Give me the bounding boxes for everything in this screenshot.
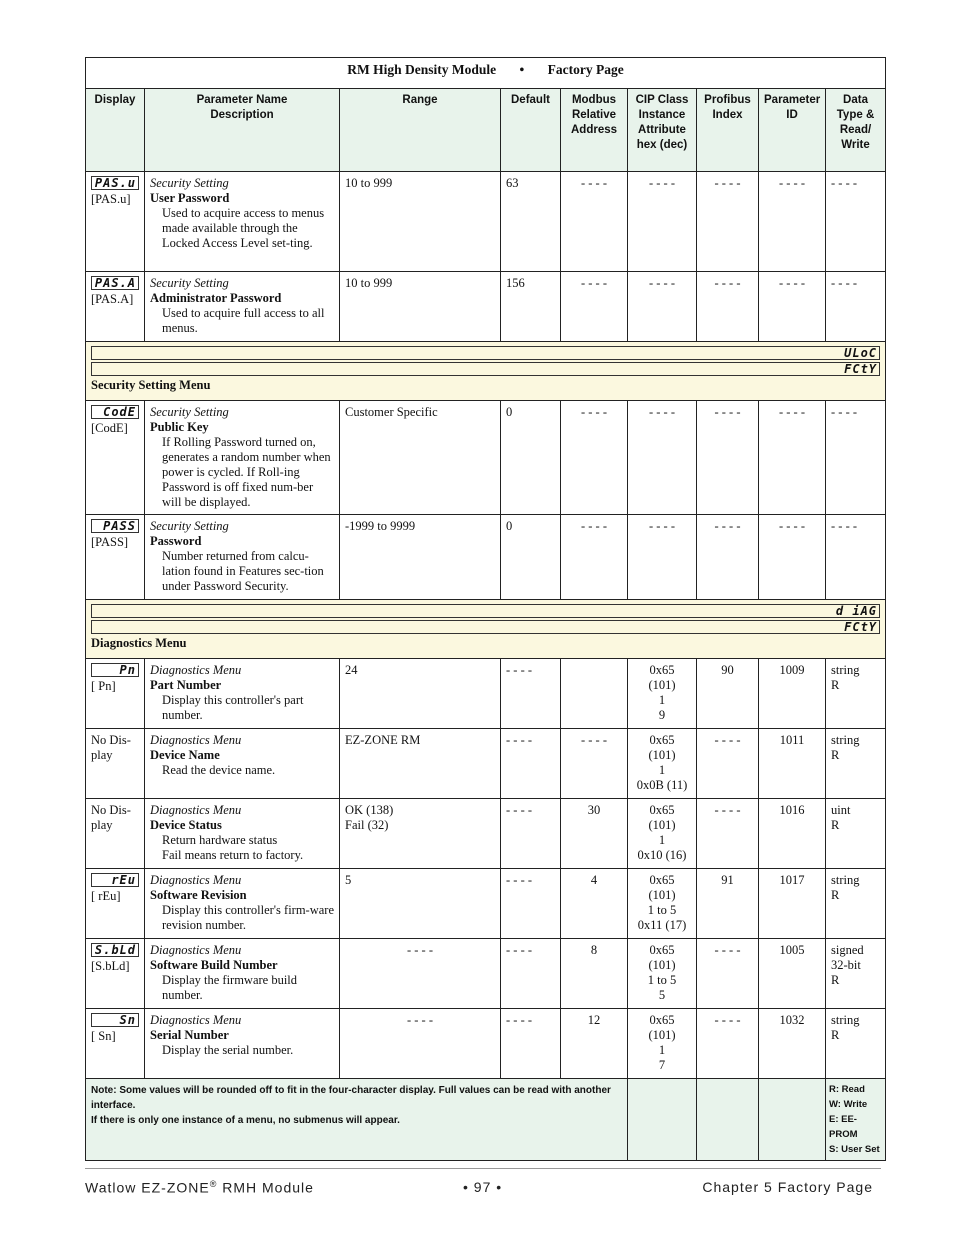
display-text: [ Pn]: [91, 679, 116, 693]
cip-cell: - - - -: [628, 515, 697, 600]
cip-cell: 0x65 (101) 1 9: [628, 659, 697, 729]
display-code: rEu: [91, 873, 139, 887]
range-cell: 10 to 999: [340, 272, 501, 342]
range-cell: 24: [340, 659, 501, 729]
table-title-row: [86, 58, 886, 89]
modbus-cell: 30: [561, 799, 628, 869]
menu-category: Diagnostics Menu: [150, 873, 242, 887]
note-line-1: Note: Some values will be rounded off to fit in the four-character display. Full values can be read with another interface.: [91, 1085, 611, 1111]
cip-cell: 0x65 (101) 1 7: [628, 1009, 697, 1079]
display-cell: [86, 659, 145, 729]
parameter-description: Number returned from calcu-lation found in Features sec-tion under Password Security.: [162, 549, 324, 593]
modbus-cell: - - - -: [561, 515, 628, 600]
data-type-cell: string R: [826, 659, 886, 729]
default-cell: - - - -: [501, 729, 561, 799]
table-row: [86, 729, 886, 799]
parameter-id-cell: 1016: [759, 799, 826, 869]
parameter-id-cell: - - - -: [759, 401, 826, 515]
table-row: [86, 659, 886, 729]
range-cell: 10 to 999: [340, 172, 501, 272]
display-code: PASS: [91, 519, 139, 533]
default-cell: - - - -: [501, 659, 561, 729]
table-row: [86, 515, 886, 600]
display-cell: [86, 172, 145, 272]
data-type-cell: string R: [826, 729, 886, 799]
header-cell: Range: [340, 89, 501, 172]
range-cell: OK (138) Fail (32): [340, 799, 501, 869]
cip-cell: - - - -: [628, 272, 697, 342]
display-text: [S.bLd]: [91, 959, 130, 973]
modbus-cell: - - - -: [561, 401, 628, 515]
default-cell: 0: [501, 401, 561, 515]
note-line-2: If there is only one instance of a menu, no submenus will appear.: [91, 1115, 400, 1126]
table-row: [86, 799, 886, 869]
parameter-table: [85, 57, 886, 1161]
parameter-cell: [145, 401, 340, 515]
parameter-name: Administrator Password: [150, 291, 282, 305]
parameter-name: Serial Number: [150, 1028, 229, 1042]
parameter-id-cell: - - - -: [759, 515, 826, 600]
default-cell: - - - -: [501, 1009, 561, 1079]
header-cell: Modbus Relative Address: [561, 89, 628, 172]
header-cell: Parameter ID: [759, 89, 826, 172]
data-type-cell: - - - -: [826, 401, 886, 515]
parameter-name: User Password: [150, 191, 230, 205]
parameter-cell: [145, 659, 340, 729]
header-row: [86, 89, 886, 172]
parameter-id-cell: 1005: [759, 939, 826, 1009]
parameter-description: Read the device name.: [162, 763, 276, 777]
table-row: [86, 172, 886, 272]
cip-cell: 0x65 (101) 1 to 5 0x11 (17): [628, 869, 697, 939]
display-cell: [86, 272, 145, 342]
parameter-id-cell: 1011: [759, 729, 826, 799]
menu-section-label: Security Setting Menu: [91, 378, 211, 392]
menu-category: Diagnostics Menu: [150, 663, 242, 677]
default-cell: 0: [501, 515, 561, 600]
menu-display-code-2: FCtY: [91, 620, 880, 634]
modbus-cell: - - - -: [561, 272, 628, 342]
display-text: [CodE]: [91, 421, 128, 435]
modbus-cell: 4: [561, 869, 628, 939]
parameter-id-cell: - - - -: [759, 172, 826, 272]
parameter-cell: [145, 515, 340, 600]
display-text: No Dis-play: [91, 803, 131, 832]
display-code: CodE: [91, 405, 139, 419]
cip-cell: 0x65 (101) 1 0x10 (16): [628, 799, 697, 869]
menu-section-label: Diagnostics Menu: [91, 636, 187, 650]
profibus-cell: - - - -: [697, 172, 759, 272]
display-code: PAS.A: [91, 276, 139, 290]
parameter-cell: [145, 869, 340, 939]
title-separator: •: [519, 62, 525, 77]
data-type-cell: uint R: [826, 799, 886, 869]
display-text: [ rEu]: [91, 889, 121, 903]
menu-section-cell: [86, 342, 886, 401]
parameter-cell: [145, 799, 340, 869]
range-cell: 5: [340, 869, 501, 939]
footer-left: Watlow EZ-ZONE® RMH Module: [85, 1179, 314, 1196]
display-cell: [86, 939, 145, 1009]
display-cell: [86, 729, 145, 799]
parameter-cell: [145, 729, 340, 799]
menu-category: Diagnostics Menu: [150, 943, 242, 957]
footer-chapter: Chapter 5 Factory Page: [702, 1179, 873, 1195]
menu-category: Security Setting: [150, 405, 229, 419]
parameter-cell: [145, 172, 340, 272]
table-title: [86, 58, 886, 89]
profibus-cell: - - - -: [697, 401, 759, 515]
range-cell: - - - -: [340, 1009, 501, 1079]
table-row: [86, 939, 886, 1009]
note-row: [86, 1079, 886, 1161]
parameter-id-cell: 1009: [759, 659, 826, 729]
profibus-cell: - - - -: [697, 939, 759, 1009]
parameter-name: Password: [150, 534, 202, 548]
menu-category: Diagnostics Menu: [150, 803, 242, 817]
parameter-description: Display the firmware build number.: [162, 973, 298, 1002]
parameter-description: Used to acquire full access to all menus.: [162, 306, 325, 335]
table-row: [86, 1009, 886, 1079]
menu-section-cell: [86, 600, 886, 659]
display-text: [PASS]: [91, 535, 129, 549]
parameter-cell: [145, 1009, 340, 1079]
range-cell: -1999 to 9999: [340, 515, 501, 600]
display-code: S.bLd: [91, 943, 139, 957]
menu-display-code-1: ULoC: [91, 346, 880, 360]
header-cell: Data Type & Read/ Write: [826, 89, 886, 172]
profibus-cell: - - - -: [697, 1009, 759, 1079]
parameter-id-cell: - - - -: [759, 272, 826, 342]
cip-cell: - - - -: [628, 401, 697, 515]
default-cell: 63: [501, 172, 561, 272]
menu-category: Security Setting: [150, 276, 229, 290]
parameter-name: Software Build Number: [150, 958, 278, 972]
module-name: RM High Density Module: [347, 62, 497, 77]
parameter-name: Part Number: [150, 678, 222, 692]
page-name: Factory Page: [547, 62, 624, 77]
range-cell: Customer Specific: [340, 401, 501, 515]
parameter-description: If Rolling Password turned on, generates a random number when power is cycled. If Roll-ing Password is off fixed num-ber will be displayed.: [162, 435, 331, 509]
menu-section-row: [86, 600, 886, 659]
parameter-description: Used to acquire access to menus made available through the Locked Access Level set-ting.: [162, 206, 325, 250]
cip-cell: 0x65 (101) 1 to 5 5: [628, 939, 697, 1009]
parameter-description: Return hardware status Fail means return to factory.: [162, 833, 304, 862]
modbus-cell: - - - -: [561, 172, 628, 272]
table-row: [86, 272, 886, 342]
parameter-name: Software Revision: [150, 888, 247, 902]
display-cell: [86, 401, 145, 515]
data-type-cell: - - - -: [826, 515, 886, 600]
page-footer: [85, 1168, 881, 1196]
header-cell: CIP Class Instance Attribute hex (dec): [628, 89, 697, 172]
note-empty-cip: [628, 1079, 697, 1161]
display-cell: [86, 799, 145, 869]
modbus-cell: - - - -: [561, 729, 628, 799]
parameter-id-cell: 1017: [759, 869, 826, 939]
note-empty-profibus: [697, 1079, 759, 1161]
profibus-cell: - - - -: [697, 729, 759, 799]
range-cell: - - - -: [340, 939, 501, 1009]
parameter-cell: [145, 939, 340, 1009]
data-type-cell: string R: [826, 1009, 886, 1079]
display-code: PAS.u: [91, 176, 139, 190]
display-cell: [86, 515, 145, 600]
parameter-description: Display this controller's firm-ware revision number.: [162, 903, 334, 932]
profibus-cell: - - - -: [697, 272, 759, 342]
profibus-cell: 91: [697, 869, 759, 939]
range-cell: EZ-ZONE RM: [340, 729, 501, 799]
menu-display-code-1: d iAG: [91, 604, 880, 618]
profibus-cell: - - - -: [697, 799, 759, 869]
menu-section-row: [86, 342, 886, 401]
display-cell: [86, 869, 145, 939]
data-type-cell: - - - -: [826, 172, 886, 272]
legend-cell: R: Read W: Write E: EE-PROM S: User Set: [826, 1079, 886, 1161]
menu-category: Diagnostics Menu: [150, 1013, 242, 1027]
display-code: Pn: [91, 663, 139, 677]
parameter-name: Device Status: [150, 818, 222, 832]
parameter-id-cell: 1032: [759, 1009, 826, 1079]
header-cell: Display: [86, 89, 145, 172]
footer-page-number: • 97 •: [463, 1179, 503, 1195]
default-cell: - - - -: [501, 799, 561, 869]
modbus-cell: 8: [561, 939, 628, 1009]
parameter-name: Public Key: [150, 420, 209, 434]
menu-category: Security Setting: [150, 176, 229, 190]
header-cell: Profibus Index: [697, 89, 759, 172]
display-cell: [86, 1009, 145, 1079]
modbus-cell: [561, 659, 628, 729]
cip-cell: - - - -: [628, 172, 697, 272]
parameter-cell: [145, 272, 340, 342]
data-type-cell: - - - -: [826, 272, 886, 342]
data-type-cell: string R: [826, 869, 886, 939]
header-cell: Parameter Name Description: [145, 89, 340, 172]
menu-category: Security Setting: [150, 519, 229, 533]
default-cell: - - - -: [501, 939, 561, 1009]
display-text: [ Sn]: [91, 1029, 116, 1043]
display-text: [PAS.u]: [91, 192, 131, 206]
display-text: [PAS.A]: [91, 292, 134, 306]
display-code: Sn: [91, 1013, 139, 1027]
menu-display-code-2: FCtY: [91, 362, 880, 376]
parameter-description: Display the serial number.: [162, 1043, 294, 1057]
table-row: [86, 869, 886, 939]
display-text: No Dis-play: [91, 733, 131, 762]
table-row: [86, 401, 886, 515]
parameter-name: Device Name: [150, 748, 220, 762]
default-cell: 156: [501, 272, 561, 342]
modbus-cell: 12: [561, 1009, 628, 1079]
profibus-cell: 90: [697, 659, 759, 729]
note-empty-pid: [759, 1079, 826, 1161]
header-cell: Default: [501, 89, 561, 172]
menu-category: Diagnostics Menu: [150, 733, 242, 747]
parameter-description: Display this controller's part number.: [162, 693, 304, 722]
note-cell: [86, 1079, 628, 1161]
profibus-cell: - - - -: [697, 515, 759, 600]
default-cell: - - - -: [501, 869, 561, 939]
cip-cell: 0x65 (101) 1 0x0B (11): [628, 729, 697, 799]
data-type-cell: signed 32-bit R: [826, 939, 886, 1009]
